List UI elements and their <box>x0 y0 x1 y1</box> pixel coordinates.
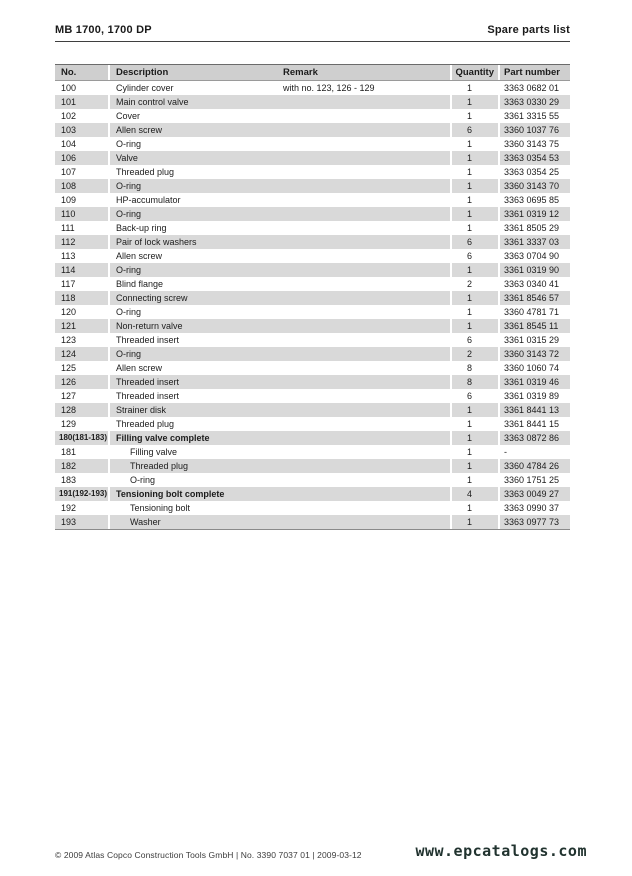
cell-quantity: 1 <box>450 179 498 193</box>
cell-remark <box>278 151 450 165</box>
cell-remark <box>278 235 450 249</box>
cell-remark <box>278 319 450 333</box>
cell-no: 126 <box>61 377 77 387</box>
spare-parts-table <box>55 64 570 530</box>
cell-remark <box>278 515 450 529</box>
cell-part-number: 3363 0340 41 <box>498 277 570 291</box>
cell-quantity: 1 <box>450 207 498 221</box>
table-row <box>55 95 570 109</box>
cell-quantity: 1 <box>450 445 498 459</box>
cell-remark <box>278 361 450 375</box>
table-row <box>55 445 570 459</box>
cell-quantity: 1 <box>450 431 498 445</box>
cell-description: Filling valve <box>108 445 278 459</box>
cell-description: O-ring <box>108 305 278 319</box>
cell-quantity: 2 <box>450 277 498 291</box>
cell-part-number: 3363 0704 90 <box>498 249 570 263</box>
cell-part-number: 3361 3337 03 <box>498 235 570 249</box>
cell-remark <box>278 473 450 487</box>
cell-remark <box>278 193 450 207</box>
cell-part-number: - <box>498 445 570 459</box>
cell-part-number: 3363 0354 25 <box>498 165 570 179</box>
cell-part-number: 3361 0319 46 <box>498 375 570 389</box>
cell-remark <box>278 501 450 515</box>
cell-quantity: 1 <box>450 165 498 179</box>
cell-no: 109 <box>61 195 77 205</box>
cell-quantity: 6 <box>450 123 498 137</box>
cell-remark <box>278 221 450 235</box>
table-row <box>55 375 570 389</box>
cell-description: O-ring <box>108 263 278 277</box>
column-header-quantity: Quantity <box>450 65 498 80</box>
cell-remark <box>278 459 450 473</box>
cell-no: 111 <box>61 223 75 233</box>
cell-description: Non-return valve <box>108 319 278 333</box>
cell-description: Threaded insert <box>108 375 278 389</box>
cell-no: 108 <box>61 181 77 191</box>
cell-quantity: 6 <box>450 235 498 249</box>
cell-part-number: 3363 0872 86 <box>498 431 570 445</box>
cell-remark <box>278 417 450 431</box>
table-row <box>55 81 570 95</box>
table-row <box>55 459 570 473</box>
cell-part-number: 3361 0319 89 <box>498 389 570 403</box>
cell-remark <box>278 389 450 403</box>
cell-no: 191(192-193) <box>59 489 108 498</box>
table-row <box>55 165 570 179</box>
cell-description: Back-up ring <box>108 221 278 235</box>
cell-part-number: 3360 1037 76 <box>498 123 570 137</box>
column-header-description: Description <box>108 65 278 80</box>
cell-remark <box>278 431 450 445</box>
cell-part-number: 3361 8546 57 <box>498 291 570 305</box>
cell-no: 128 <box>61 405 77 415</box>
cell-remark <box>278 277 450 291</box>
cell-description: Strainer disk <box>108 403 278 417</box>
table-row <box>55 235 570 249</box>
cell-description: Filling valve complete <box>108 431 278 445</box>
cell-part-number: 3363 0990 37 <box>498 501 570 515</box>
cell-description: Threaded plug <box>108 459 278 473</box>
cell-part-number: 3360 3143 72 <box>498 347 570 361</box>
cell-no: 192 <box>61 503 77 513</box>
cell-part-number: 3360 4784 26 <box>498 459 570 473</box>
column-header-no: No. <box>61 67 77 78</box>
cell-no: 110 <box>61 209 76 219</box>
cell-part-number: 3361 3315 55 <box>498 109 570 123</box>
cell-remark <box>278 207 450 221</box>
cell-quantity: 1 <box>450 403 498 417</box>
table-body <box>55 81 570 529</box>
cell-remark <box>278 347 450 361</box>
cell-remark <box>278 109 450 123</box>
cell-part-number: 3360 3143 70 <box>498 179 570 193</box>
cell-remark: with no. 123, 126 - 129 <box>283 83 375 93</box>
page-subtitle: Spare parts list <box>487 24 570 36</box>
cell-quantity: 8 <box>450 375 498 389</box>
cell-remark <box>278 333 450 347</box>
cell-description: Tensioning bolt <box>108 501 278 515</box>
cell-quantity: 1 <box>450 221 498 235</box>
table-row <box>55 179 570 193</box>
cell-description: Allen screw <box>108 249 278 263</box>
cell-no: 112 <box>61 237 76 247</box>
table-row <box>55 501 570 515</box>
cell-no: 118 <box>61 293 76 303</box>
table-row <box>55 305 570 319</box>
table-row <box>55 319 570 333</box>
cell-quantity: 1 <box>450 473 498 487</box>
table-row <box>55 515 570 529</box>
cell-quantity: 6 <box>450 249 498 263</box>
table-row <box>55 137 570 151</box>
table-row <box>55 403 570 417</box>
column-header-remark: Remark <box>283 67 318 78</box>
cell-quantity: 6 <box>450 389 498 403</box>
cell-description: O-ring <box>108 137 278 151</box>
cell-description: Cylinder cover <box>108 81 278 95</box>
table-row <box>55 347 570 361</box>
cell-description: O-ring <box>108 347 278 361</box>
table-row <box>55 333 570 347</box>
cell-part-number: 3363 0695 85 <box>498 193 570 207</box>
table-row <box>55 277 570 291</box>
cell-part-number: 3361 8505 29 <box>498 221 570 235</box>
table-row <box>55 473 570 487</box>
cell-description: O-ring <box>108 179 278 193</box>
cell-quantity: 1 <box>450 263 498 277</box>
cell-no: 124 <box>61 349 77 359</box>
cell-description: Threaded insert <box>108 333 278 347</box>
table-row <box>55 221 570 235</box>
cell-part-number: 3363 0977 73 <box>498 515 570 529</box>
cell-remark <box>278 95 450 109</box>
table-row <box>55 417 570 431</box>
cell-no: 114 <box>61 265 76 275</box>
cell-part-number: 3361 0315 29 <box>498 333 570 347</box>
cell-no: 107 <box>61 167 77 177</box>
cell-no: 181 <box>61 447 77 457</box>
cell-description: Valve <box>108 151 278 165</box>
cell-remark <box>278 305 450 319</box>
cell-remark <box>278 179 450 193</box>
table-row <box>55 109 570 123</box>
cell-quantity: 1 <box>450 459 498 473</box>
cell-quantity: 1 <box>450 417 498 431</box>
table-row <box>55 361 570 375</box>
cell-no: 129 <box>61 419 77 429</box>
cell-remark <box>278 263 450 277</box>
page-header <box>55 24 570 42</box>
cell-quantity: 1 <box>450 515 498 529</box>
cell-quantity: 1 <box>450 291 498 305</box>
cell-no: 100 <box>61 83 77 93</box>
cell-description: Threaded plug <box>108 165 278 179</box>
cell-quantity: 1 <box>450 319 498 333</box>
table-row <box>55 207 570 221</box>
cell-quantity: 1 <box>450 81 498 95</box>
cell-quantity: 8 <box>450 361 498 375</box>
cell-no: 103 <box>61 125 77 135</box>
cell-part-number: 3363 0330 29 <box>498 95 570 109</box>
cell-part-number: 3361 0319 90 <box>498 263 570 277</box>
cell-description: Blind flange <box>108 277 278 291</box>
cell-quantity: 1 <box>450 151 498 165</box>
cell-part-number: 3361 8545 11 <box>498 319 570 333</box>
cell-part-number: 3363 0682 01 <box>498 81 570 95</box>
cell-remark <box>278 137 450 151</box>
cell-quantity: 1 <box>450 137 498 151</box>
cell-remark <box>278 403 450 417</box>
cell-part-number: 3363 0049 27 <box>498 487 570 501</box>
cell-no: 104 <box>61 139 77 149</box>
cell-remark <box>278 375 450 389</box>
cell-no: 193 <box>61 517 77 527</box>
cell-quantity: 1 <box>450 109 498 123</box>
cell-quantity: 1 <box>450 193 498 207</box>
cell-description: Allen screw <box>108 123 278 137</box>
cell-part-number: 3361 8441 13 <box>498 403 570 417</box>
cell-no: 102 <box>61 111 77 121</box>
cell-no: 106 <box>61 153 77 163</box>
table-row <box>55 291 570 305</box>
cell-part-number: 3361 8441 15 <box>498 417 570 431</box>
cell-quantity: 1 <box>450 501 498 515</box>
column-header-part-number: Part number <box>498 65 570 80</box>
cell-description: Cover <box>108 109 278 123</box>
table-header-row <box>55 65 570 81</box>
cell-description: Allen screw <box>108 361 278 375</box>
cell-no: 182 <box>61 461 77 471</box>
table-row <box>55 249 570 263</box>
cell-description: Threaded plug <box>108 417 278 431</box>
cell-description: Pair of lock washers <box>108 235 278 249</box>
cell-remark <box>278 165 450 179</box>
cell-remark <box>278 487 450 501</box>
cell-no: 121 <box>61 321 77 331</box>
cell-description: Threaded insert <box>108 389 278 403</box>
cell-description: HP-accumulator <box>108 193 278 207</box>
cell-no: 180(181-183) <box>59 433 108 442</box>
cell-part-number: 3360 1751 25 <box>498 473 570 487</box>
cell-part-number: 3361 0319 12 <box>498 207 570 221</box>
cell-quantity: 6 <box>450 333 498 347</box>
cell-no: 113 <box>61 251 76 261</box>
cell-remark <box>278 291 450 305</box>
table-row <box>55 431 570 445</box>
website-watermark: www.epcatalogs.com <box>415 842 587 860</box>
table-row <box>55 123 570 137</box>
cell-quantity: 1 <box>450 95 498 109</box>
footer-copyright: © 2009 Atlas Copco Construction Tools GmbH | No. 3390 7037 01 | 2009-03-12 <box>55 850 362 860</box>
cell-part-number: 3360 1060 74 <box>498 361 570 375</box>
cell-description: Washer <box>108 515 278 529</box>
cell-part-number: 3363 0354 53 <box>498 151 570 165</box>
cell-description: Tensioning bolt complete <box>108 487 278 501</box>
table-row <box>55 193 570 207</box>
cell-remark <box>278 445 450 459</box>
cell-no: 123 <box>61 335 77 345</box>
cell-part-number: 3360 4781 71 <box>498 305 570 319</box>
cell-description: O-ring <box>108 473 278 487</box>
cell-part-number: 3360 3143 75 <box>498 137 570 151</box>
table-row <box>55 151 570 165</box>
cell-quantity: 4 <box>450 487 498 501</box>
cell-no: 117 <box>61 279 76 289</box>
cell-no: 125 <box>61 363 77 373</box>
table-row <box>55 263 570 277</box>
table-row <box>55 389 570 403</box>
table-row <box>55 487 570 501</box>
cell-description: Connecting screw <box>108 291 278 305</box>
cell-quantity: 2 <box>450 347 498 361</box>
cell-description: Main control valve <box>108 95 278 109</box>
cell-remark <box>278 249 450 263</box>
cell-no: 101 <box>61 97 77 107</box>
cell-quantity: 1 <box>450 305 498 319</box>
cell-no: 120 <box>61 307 77 317</box>
cell-no: 183 <box>61 475 77 485</box>
page-title: MB 1700, 1700 DP <box>55 24 152 36</box>
cell-remark <box>278 123 450 137</box>
cell-description: O-ring <box>108 207 278 221</box>
cell-no: 127 <box>61 391 77 401</box>
